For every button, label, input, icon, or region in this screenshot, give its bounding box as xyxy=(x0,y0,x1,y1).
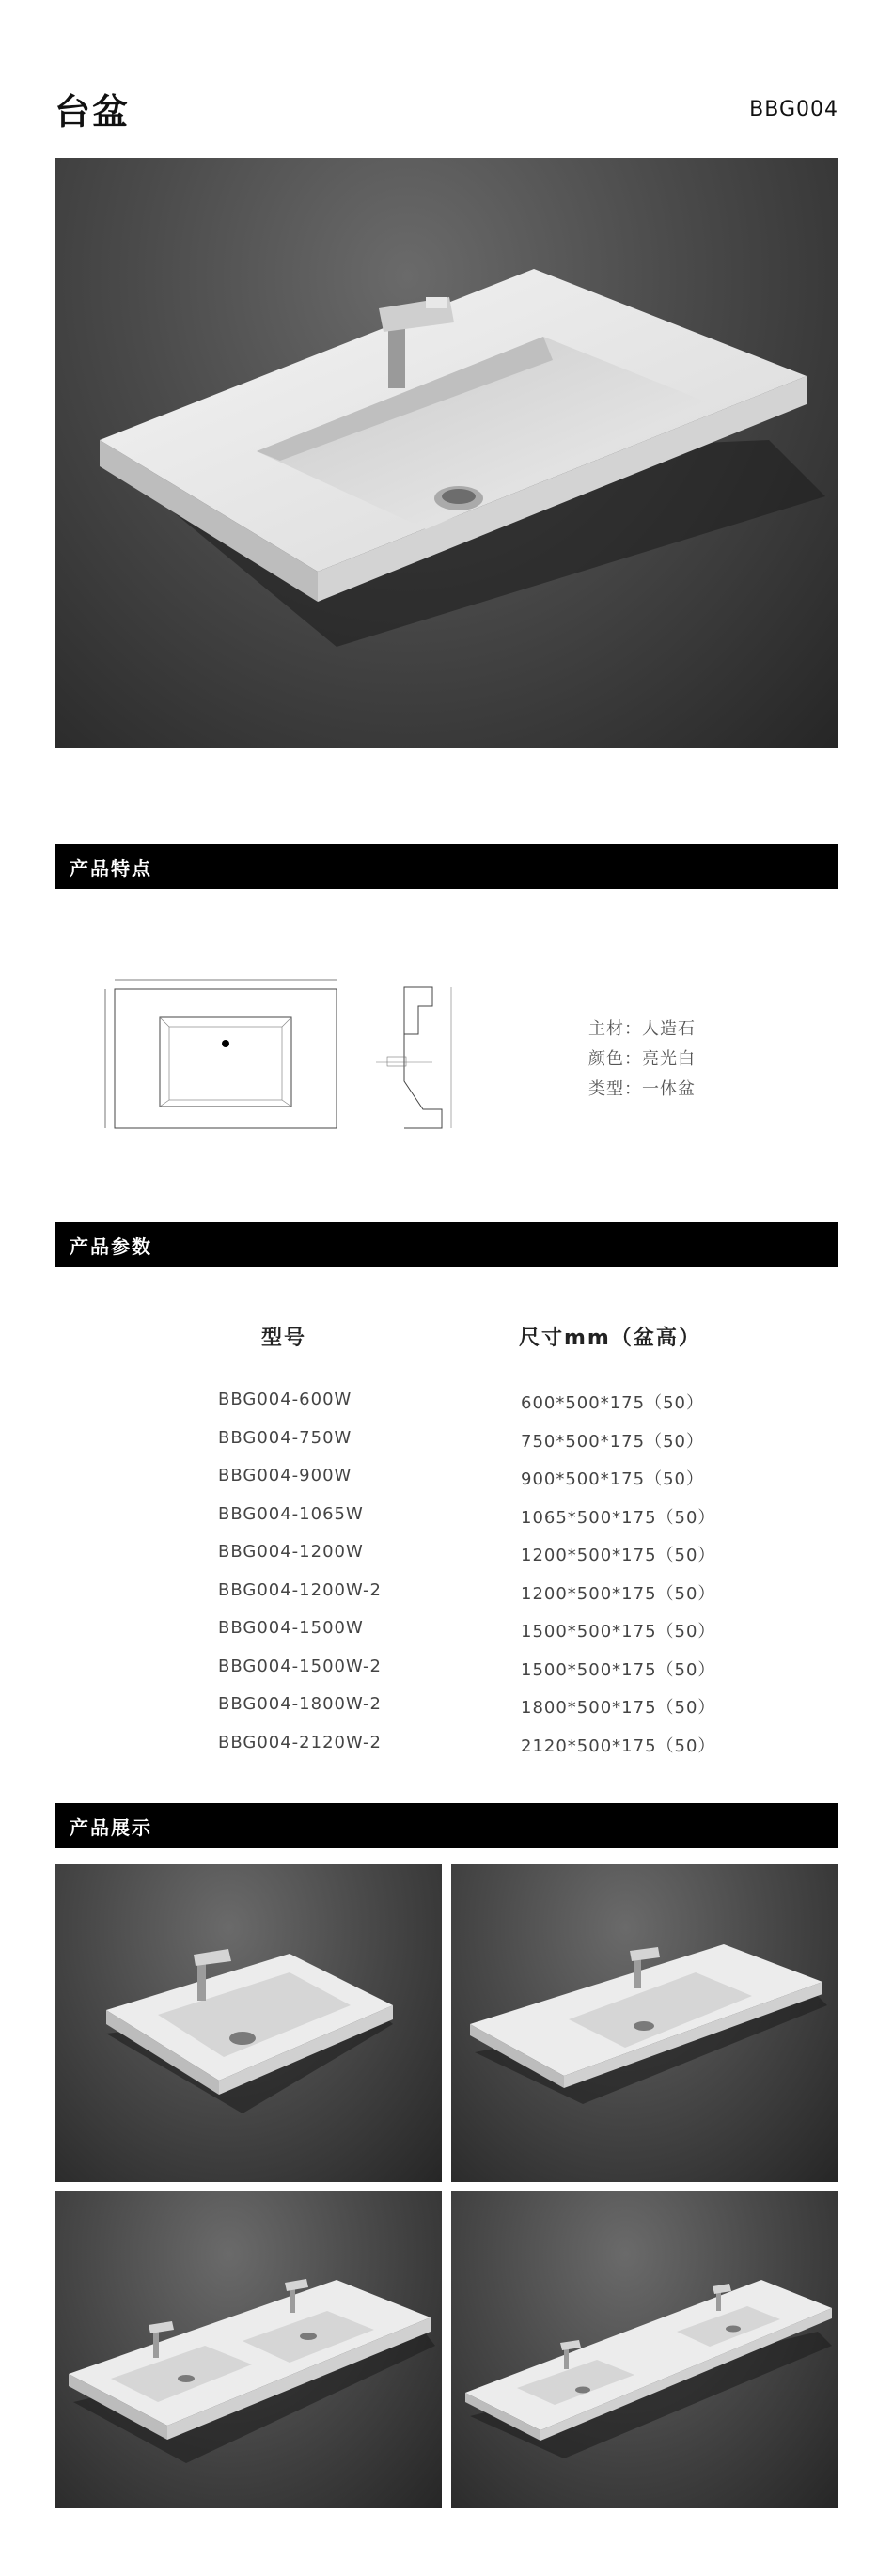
section-title: 产品展示 xyxy=(70,1816,152,1839)
showcase-image-long-single-bowl xyxy=(451,1864,838,2182)
table-row-size: 600*500*175（50） xyxy=(521,1393,704,1413)
spec-material: 主材 ： 人造石 xyxy=(588,1015,696,1040)
section-bar-params xyxy=(55,1222,838,1267)
section-bar-features xyxy=(55,844,838,889)
table-row-model: BBG004-1200W xyxy=(218,1542,364,1562)
table-row-model: BBG004-600W xyxy=(218,1390,352,1409)
spec-type: 类型 ： 一体盆 xyxy=(588,1076,696,1100)
hero-product-image xyxy=(55,158,838,748)
table-row-size: 1200*500*175（50） xyxy=(521,1546,716,1565)
table-row-size: 1500*500*175（50） xyxy=(521,1622,716,1641)
table-row-size: 2120*500*175（50） xyxy=(521,1736,716,1756)
page-title: 台盆 xyxy=(55,91,131,133)
table-row-model: BBG004-750W xyxy=(218,1427,352,1448)
column-header-size: 尺寸mm（盆高） xyxy=(519,1327,701,1350)
table-row-model: BBG004-1065W xyxy=(218,1503,364,1524)
table-row-size: 750*500*175（50） xyxy=(521,1431,704,1452)
column-header-model: 型号 xyxy=(261,1327,307,1350)
showcase-image-single-bowl xyxy=(55,1864,442,2182)
table-row-model: BBG004-900W xyxy=(218,1466,352,1485)
section-title: 产品特点 xyxy=(70,857,152,880)
table-row-model: BBG004-1800W-2 xyxy=(218,1694,383,1714)
showcase-image-double-bowl xyxy=(55,2191,442,2508)
table-row-size: 1065*500*175（50） xyxy=(521,1507,716,1528)
product-code: BBG004 xyxy=(749,98,838,121)
spec-color: 颜色 ： 亮光白 xyxy=(588,1045,696,1070)
section-bar-showcase xyxy=(55,1803,838,1848)
table-row-size: 1200*500*175（50） xyxy=(521,1583,716,1604)
table-row-model: BBG004-1500W-2 xyxy=(218,1656,383,1676)
table-row-model: BBG004-2120W-2 xyxy=(218,1732,383,1752)
section-title: 产品参数 xyxy=(70,1235,152,1258)
table-row-model: BBG004-1200W-2 xyxy=(218,1579,383,1600)
showcase-image-long-double-bowl xyxy=(451,2191,838,2508)
table-row-size: 1800*500*175（50） xyxy=(521,1698,716,1718)
table-row-model: BBG004-1500W xyxy=(218,1618,364,1638)
table-row-size: 900*500*175（50） xyxy=(521,1469,704,1489)
table-row-size: 1500*500*175（50） xyxy=(521,1659,716,1680)
technical-drawing xyxy=(94,968,508,1138)
